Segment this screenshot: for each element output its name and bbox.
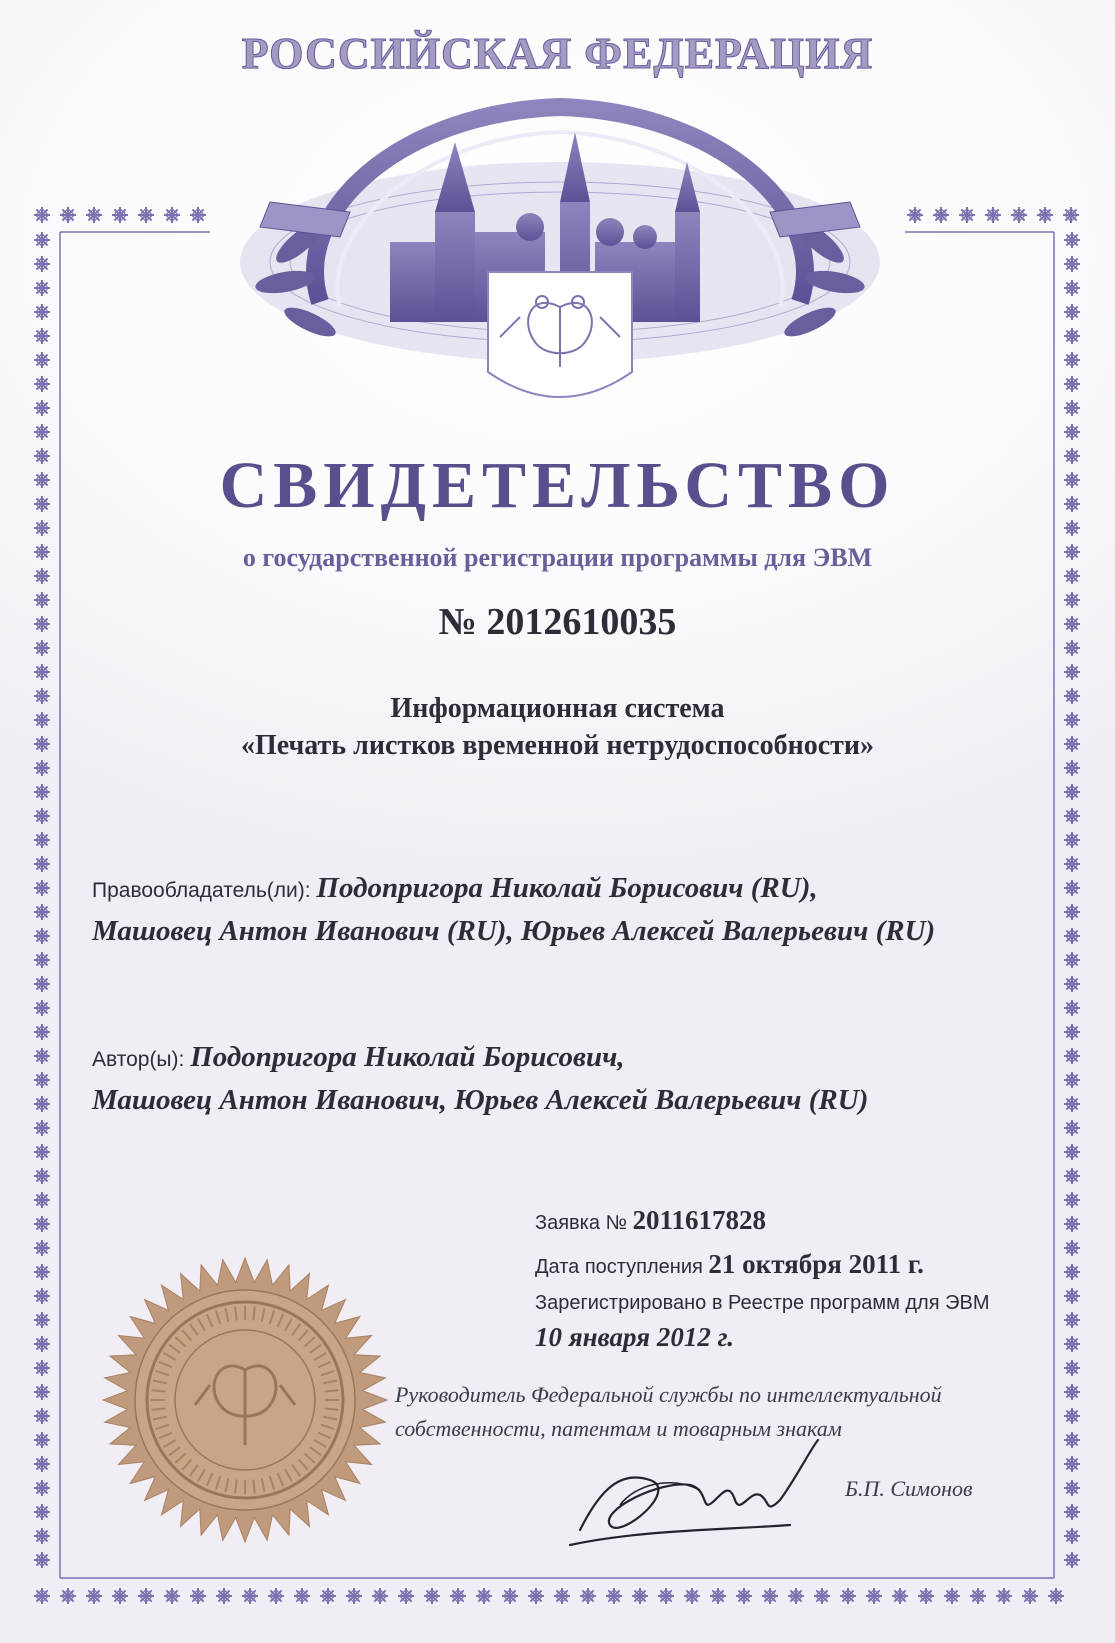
registered-date: 10 января 2012 г. (535, 1322, 734, 1352)
rightholders-block (92, 868, 1052, 951)
official-position-line1: Руководитель Федеральной службы по интеллектуальной (395, 1382, 942, 1407)
program-name: «Печать листков временной нетрудоспособности» (240, 730, 875, 761)
official-name: Б.П. Симонов (845, 1476, 973, 1501)
program-type: Информационная система (390, 693, 725, 724)
application-label: Заявка № (535, 1212, 633, 1234)
registered-label: Зарегистрировано в Реестре программ для ЭВМ (535, 1292, 990, 1314)
country-title: РОССИЙСКАЯ ФЕДЕРАЦИЯ (241, 29, 874, 78)
rightholders-line2: Машовец Антон Иванович (RU), Юрьев Алексей Валерьевич (RU) (92, 915, 936, 947)
official-position-line2: собственности, патентам и товарным знакам (395, 1416, 842, 1441)
filing-label: Дата поступления (535, 1256, 709, 1278)
gold-seal-icon (100, 1255, 390, 1545)
authors-block (92, 1037, 1052, 1120)
certificate-number: № 2012610035 (438, 601, 677, 643)
signature (560, 1430, 830, 1560)
application-number: 2011617828 (632, 1205, 767, 1235)
filing-date: 21 октября 2011 г. (708, 1249, 924, 1279)
certificate-title: СВИДЕТЕЛЬСТВО (219, 449, 896, 522)
authors-line1: Подопригора Николай Борисович, (190, 1041, 625, 1073)
authors-line2: Машовец Антон Иванович, Юрьев Алексей Валерьевич (RU) (92, 1084, 869, 1116)
authors-label: Автор(ы): (92, 1048, 191, 1071)
kremlin-wreath-emblem (230, 92, 890, 422)
rightholders-label: Правообладатель(ли): (92, 879, 317, 902)
application-row (535, 1205, 1055, 1236)
certificate-subtitle: о государственной регистрации программы для ЭВМ (242, 543, 873, 572)
rightholders-line1: Подопригора Николай Борисович (RU), (316, 872, 818, 904)
filing-row (535, 1249, 1055, 1280)
